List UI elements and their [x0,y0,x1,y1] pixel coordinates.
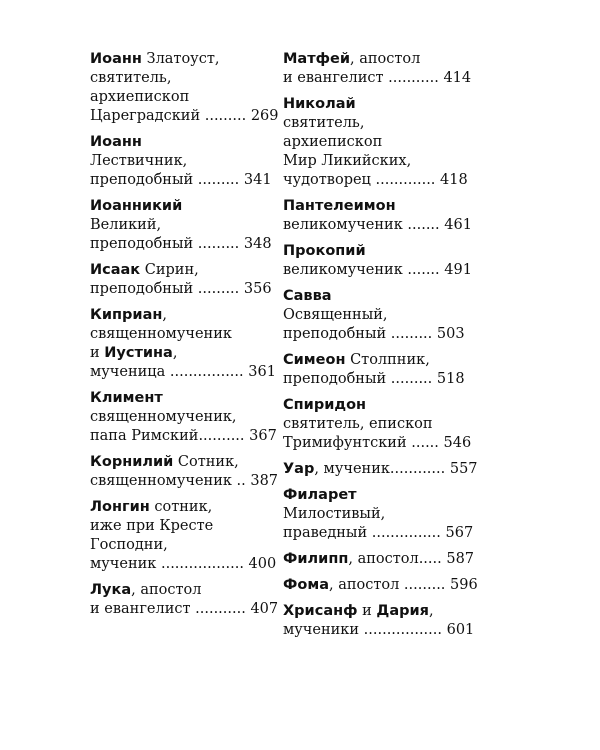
index-entry [90,498,275,574]
entry-text: Господни, [90,537,168,553]
entry-line [90,581,275,600]
index-entry [283,95,468,190]
entry-line [90,171,275,190]
index-entry [283,396,472,453]
entry-line [283,576,478,595]
entry-text: Столпник, [345,352,430,368]
entry-text: архиепископ [283,134,383,150]
entry-text: и евангелист ........... 414 [283,70,472,86]
entry-name: Спиридон [283,397,367,413]
entry-name: Симеон [283,352,346,368]
entry-text: чудотворец ............. 418 [283,172,468,188]
index-entry [283,550,475,569]
entry-line [283,325,468,344]
entry-text: святитель, [283,115,365,131]
index-entry [283,50,472,88]
index-column-right [283,50,478,647]
index-entry [283,576,478,595]
entry-line [90,261,275,280]
entry-line [283,171,468,190]
entry-line [283,351,468,370]
entry-line [283,261,472,280]
entry-text: преподобный ......... 356 [90,281,272,297]
entry-text: папа Римский.......... 367 [90,428,277,444]
entry-line [283,152,468,171]
entry-line [90,280,275,299]
entry-text: , [162,307,167,323]
entry-name: Филипп [283,551,349,567]
entry-text: Златоуст, [141,51,220,67]
entry-line [283,306,468,325]
entry-line [90,69,275,88]
entry-name: Киприан [90,307,163,323]
entry-line [283,621,475,640]
entry-text: , апостол [131,582,202,598]
entry-text: и [357,603,377,619]
entry-line [283,216,472,235]
entry-text: священномученик, [90,409,237,425]
entry-line [90,498,275,517]
entry-text: преподобный ......... 503 [283,326,465,342]
entry-name: Лонгин [90,499,150,515]
entry-line [90,363,275,382]
index-entry [90,581,279,619]
entry-line [283,505,468,524]
entry-name: Хрисанф [283,603,358,619]
entry-line [90,133,275,152]
entry-line [90,235,275,254]
entry-line [283,114,468,133]
entry-text: святитель, [90,70,172,86]
entry-text: преподобный ......... 518 [283,371,465,387]
entry-line [90,408,275,427]
entry-name: Иоанн [90,51,142,67]
entry-name: Фома [283,577,329,593]
entry-line [283,197,468,216]
index-entry [283,287,468,344]
entry-text: преподобный ......... 348 [90,236,272,252]
entry-text: Сотник, [173,454,239,470]
entry-name: Климент [90,390,163,406]
entry-line [90,197,275,216]
entry-text: , апостол ......... 596 [328,577,478,593]
index-entry [283,242,472,280]
entry-line [90,536,275,555]
entry-text: , мученик............ 557 [314,461,478,477]
entry-name: Иустина [104,345,173,361]
entry-text: священномученик .. 387 [90,473,279,489]
entry-line [90,453,275,472]
entry-name: Лука [90,582,132,598]
entry-text: великомученик ....... 461 [283,217,472,233]
entry-text: сотник, [149,499,213,515]
entry-line [90,107,279,126]
entry-text: и [90,345,105,361]
entry-line [283,69,472,88]
entry-name: Филарет [283,487,357,503]
entry-text: Мир Ликийских, [283,153,412,169]
entry-line [283,415,468,434]
index-entry [283,602,475,640]
entry-text: Сирин, [140,262,199,278]
entry-text: , [428,603,434,619]
entry-line [283,242,468,261]
entry-line [283,602,468,621]
entry-line [283,287,468,306]
entry-text: Великий, [90,217,162,233]
entry-name: Матфей [283,51,350,67]
entry-text: преподобный ......... 341 [90,172,272,188]
entry-line [90,427,275,446]
index-entry [283,351,468,389]
entry-text: мученик .................. 400 [90,556,277,572]
index-entry [283,486,474,543]
entry-name: Савва [283,288,332,304]
entry-line [283,370,468,389]
index-entry [90,389,275,446]
entry-line [90,600,279,619]
entry-text: , апостол [350,51,421,67]
entry-line [90,517,275,536]
entry-text: Освященный, [283,307,388,323]
entry-name: Корнилий [90,454,174,470]
entry-text: , [172,345,178,361]
index-entry [90,306,275,382]
entry-line [283,133,468,152]
entry-line [90,555,275,574]
index-entry [90,261,275,299]
entry-text: Тримифунтский ...... 546 [283,435,472,451]
entry-name: Дария [376,603,429,619]
entry-text: мученица ................ 361 [90,364,276,380]
index-entry [283,460,478,479]
entry-name: Иоанникий [90,198,183,214]
entry-line [90,152,275,171]
entry-name: Уар [283,461,315,477]
index-entry [90,50,279,126]
entry-line [90,306,275,325]
entry-line [90,216,275,235]
index-entry [283,197,472,235]
entry-line [90,88,275,107]
index-entry [90,133,275,190]
entry-name: Николай [283,96,356,112]
entry-text: священномученик [90,326,232,342]
entry-text: великомученик ....... 491 [283,262,472,278]
entry-line [283,50,468,69]
entry-text: Цареградский ......... 269 [90,108,279,124]
entry-text: архиепископ [90,89,190,105]
entry-name: Иоанн [90,134,142,150]
entry-line [283,524,474,543]
entry-line [90,344,275,363]
entry-name: Прокопий [283,243,366,259]
entry-text: и евангелист ........... 407 [90,601,279,617]
index-column-left [90,50,279,626]
entry-text: Лествичник, [90,153,188,169]
index-entry [90,453,279,491]
entry-line [283,396,468,415]
entry-line [283,95,468,114]
entry-text: мученики ................. 601 [283,622,475,638]
entry-line [90,472,279,491]
entry-text: , апостол..... 587 [348,551,475,567]
entry-line [90,50,275,69]
entry-line [90,389,275,408]
entry-line [283,550,475,569]
entry-line [283,460,478,479]
entry-text: иже при Кресте [90,518,214,534]
entry-name: Исаак [90,262,141,278]
entry-line [283,434,472,453]
entry-line [90,325,275,344]
entry-text: праведный ............... 567 [283,525,474,541]
entry-text: Милостивый, [283,506,386,522]
entry-name: Пантелеимон [283,198,396,214]
index-entry [90,197,275,254]
entry-line [283,486,468,505]
entry-text: святитель, епископ [283,416,433,432]
